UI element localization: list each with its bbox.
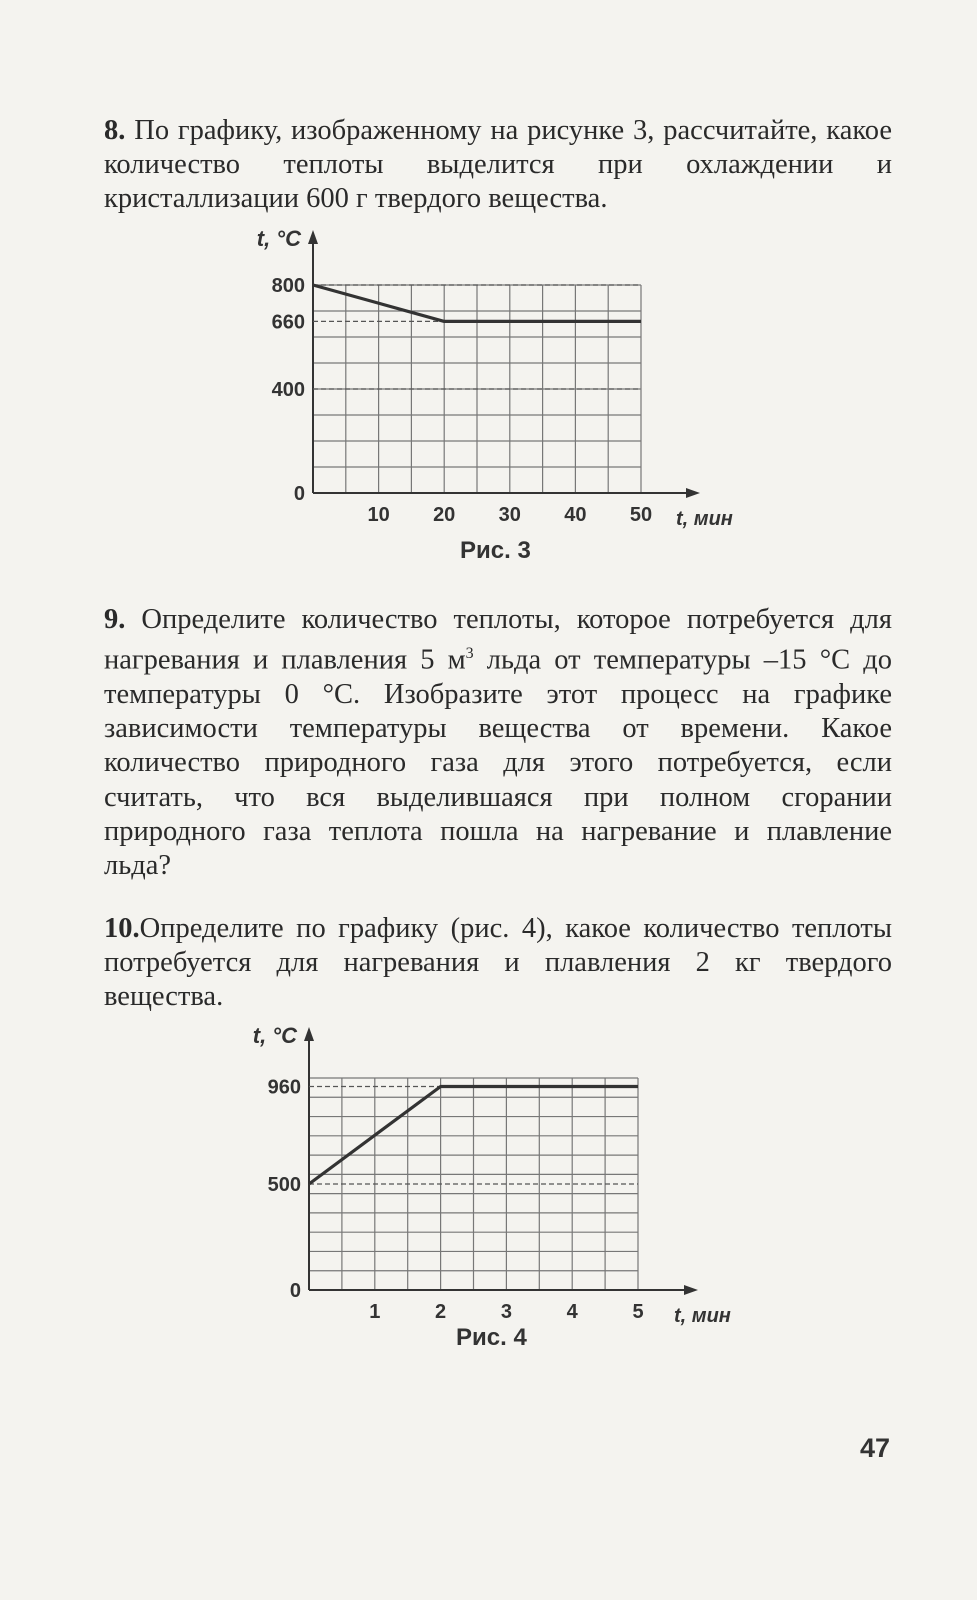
page-number: 47 — [860, 1433, 891, 1463]
problem-9 — [104, 603, 892, 883]
figure-3-caption: Рис. 3 — [460, 537, 531, 564]
superscript-3: 3 — [465, 645, 474, 663]
x-tick-label: 10 — [367, 504, 390, 526]
y-tick-label: 0 — [289, 1280, 301, 1302]
y-tick-label: 960 — [267, 1076, 301, 1099]
chart-4-plot — [253, 1023, 731, 1327]
y-axis-arrow — [304, 1027, 314, 1041]
problem-number: 9. — [104, 604, 126, 635]
x-axis-label: t, мин — [674, 1305, 731, 1327]
y-axis-label: t, °C — [252, 1023, 297, 1048]
problem-text: Определите количество теплоты, которое потребуется для нагревания и плавления 5 м — [104, 604, 892, 676]
problem-text-cont: льда от температуры –15 °С до температуры 0 °С. Изобразите этот процесс на графике зависимости температуры вещества от времени. Какое количество природного газа для этого потребуется, если считать, что вся выделившаяся при полном сгорании природного газа теплота пошла на нагревание и плавление льда? — [104, 644, 892, 881]
problem-number: 8. — [104, 115, 126, 146]
problem-text: Определите по графику (рис. 4), какое количество теплоты потребуется для нагревания и плавления 2 кг твердого вещества. — [104, 913, 892, 1013]
figure-4-caption: Рис. 4 — [456, 1324, 527, 1351]
x-axis-arrow — [684, 1285, 698, 1295]
x-tick-label: 30 — [498, 504, 521, 526]
y-tick-label: 800 — [271, 275, 305, 297]
y-tick-label: 660 — [271, 311, 305, 334]
x-tick-label: 2 — [435, 1301, 447, 1323]
y-tick-label: 500 — [267, 1174, 301, 1196]
x-axis-arrow — [686, 488, 700, 498]
y-axis-label: t, °C — [256, 226, 301, 251]
y-tick-label: 0 — [293, 483, 305, 505]
x-tick-label: 20 — [433, 504, 456, 526]
problem-10 — [104, 912, 892, 1015]
x-tick-label: 3 — [500, 1301, 512, 1323]
chart-3-plot — [257, 226, 733, 530]
x-tick-label: 5 — [632, 1301, 644, 1323]
x-tick-label: 1 — [369, 1301, 381, 1323]
x-axis-label: t, мин — [676, 508, 733, 530]
y-axis-arrow — [308, 230, 318, 244]
x-tick-label: 40 — [564, 504, 587, 526]
problem-text: По графику, изображенному на рисунке 3, рассчитайте, какое количество теплоты выделится при охлаждении и кристаллизации 600 г твердого вещества. — [104, 115, 892, 215]
x-tick-label: 50 — [629, 504, 653, 526]
x-tick-label: 4 — [566, 1301, 578, 1323]
problem-number: 10. — [104, 913, 140, 944]
y-tick-label: 400 — [271, 379, 305, 401]
